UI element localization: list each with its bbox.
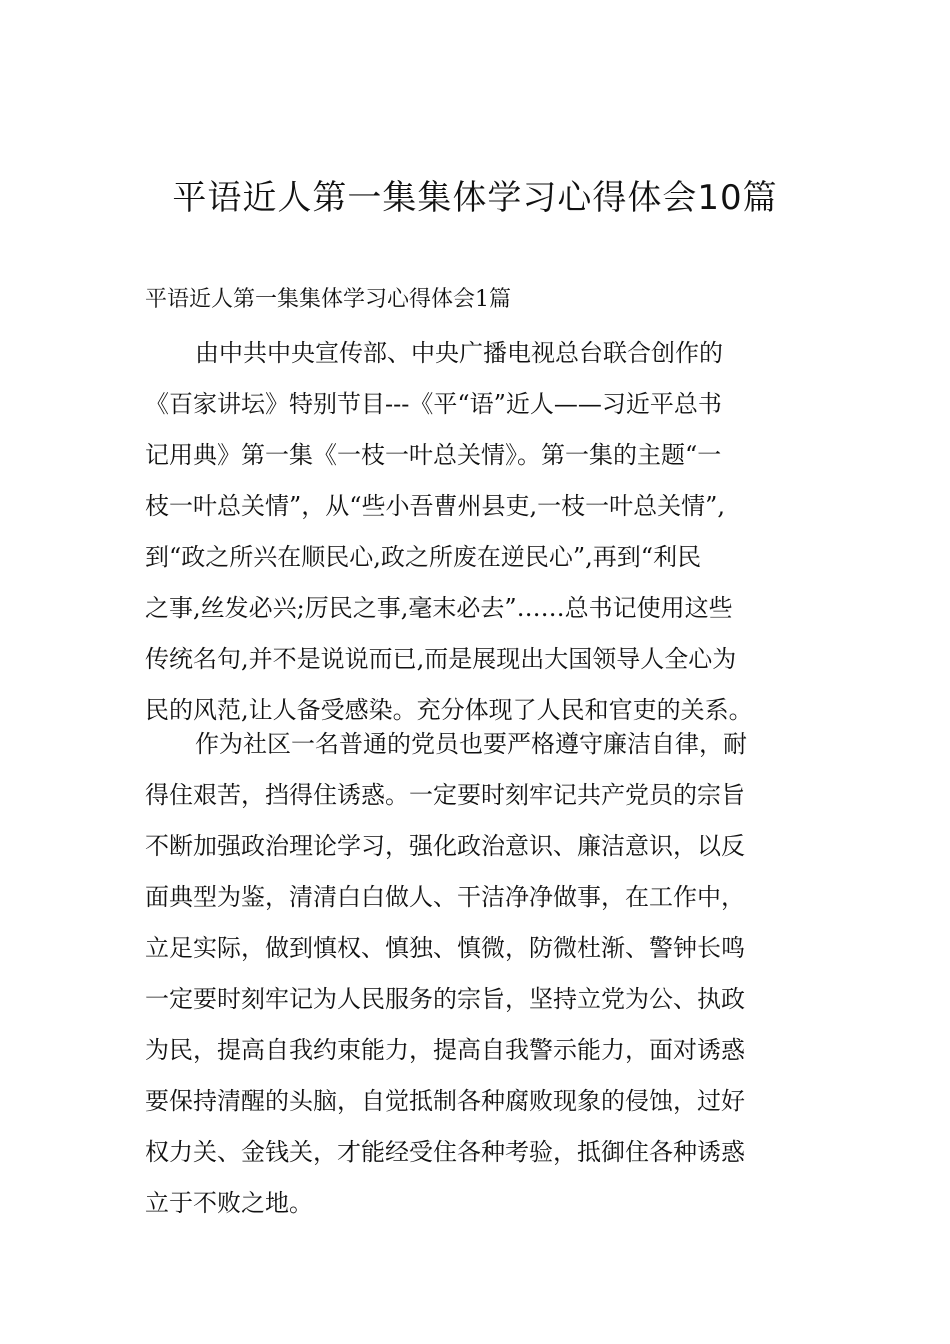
paragraph-line: 到“政之所兴在顺民心,政之所废在逆民心”,再到“利民 [145, 543, 702, 571]
paragraph-line: 为民，提高自我约束能力，提高自我警示能力，面对诱惑 [145, 1036, 745, 1064]
paragraph-line: 要保持清醒的头脑，自觉抵制各种腐败现象的侵蚀，过好 [145, 1087, 745, 1115]
paragraph-line: 之事,丝发必兴;厉民之事,毫末必去”……总书记使用这些 [145, 594, 733, 622]
paragraph-line: 民的风范,让人备受感染。充分体现了人民和官吏的关系。 [145, 696, 753, 724]
paragraph-line: 得住艰苦，挡得住诱惑。一定要时刻牢记共产党员的宗旨 [145, 781, 745, 809]
paragraph-line: 面典型为鉴，清清白白做人、干洁净净做事，在工作中， [145, 883, 745, 911]
paragraph-line: 立足实际，做到慎权、慎独、慎微，防微杜渐、警钟长鸣 [145, 934, 745, 962]
paragraph-2 [145, 719, 805, 1229]
paragraph-line: 权力关、金钱关，才能经受住各种考验，抵御住各种诱惑 [145, 1138, 745, 1166]
section-heading: 平语近人第一集集体学习心得体会1篇 [145, 287, 511, 312]
paragraph-line: 作为社区一名普通的党员也要严格遵守廉洁自律，耐 [195, 730, 747, 758]
paragraph-line: 不断加强政治理论学习，强化政治意识、廉洁意识，以反 [145, 832, 745, 860]
paragraph-line: 记用典》第一集《一枝一叶总关情》。第一集的主题“一 [145, 441, 722, 469]
paragraph-line: 《百家讲坛》特别节目---《平“语”近人——习近平总书 [145, 390, 722, 418]
paragraph-1 [145, 328, 805, 736]
paragraph-line: 枝一叶总关情”，从“些小吾曹州县吏,一枝一叶总关情”, [145, 492, 726, 520]
paragraph-line: 由中共中央宣传部、中央广播电视总台联合创作的 [195, 339, 723, 367]
paragraph-line: 传统名句,并不是说说而已,而是展现出大国领导人全心为 [145, 645, 737, 673]
paragraph-line: 一定要时刻牢记为人民服务的宗旨，坚持立党为公、执政 [145, 985, 745, 1013]
document-title: 平语近人第一集集体学习心得体会10篇 [172, 178, 778, 218]
paragraph-line: 立于不败之地。 [145, 1189, 313, 1217]
